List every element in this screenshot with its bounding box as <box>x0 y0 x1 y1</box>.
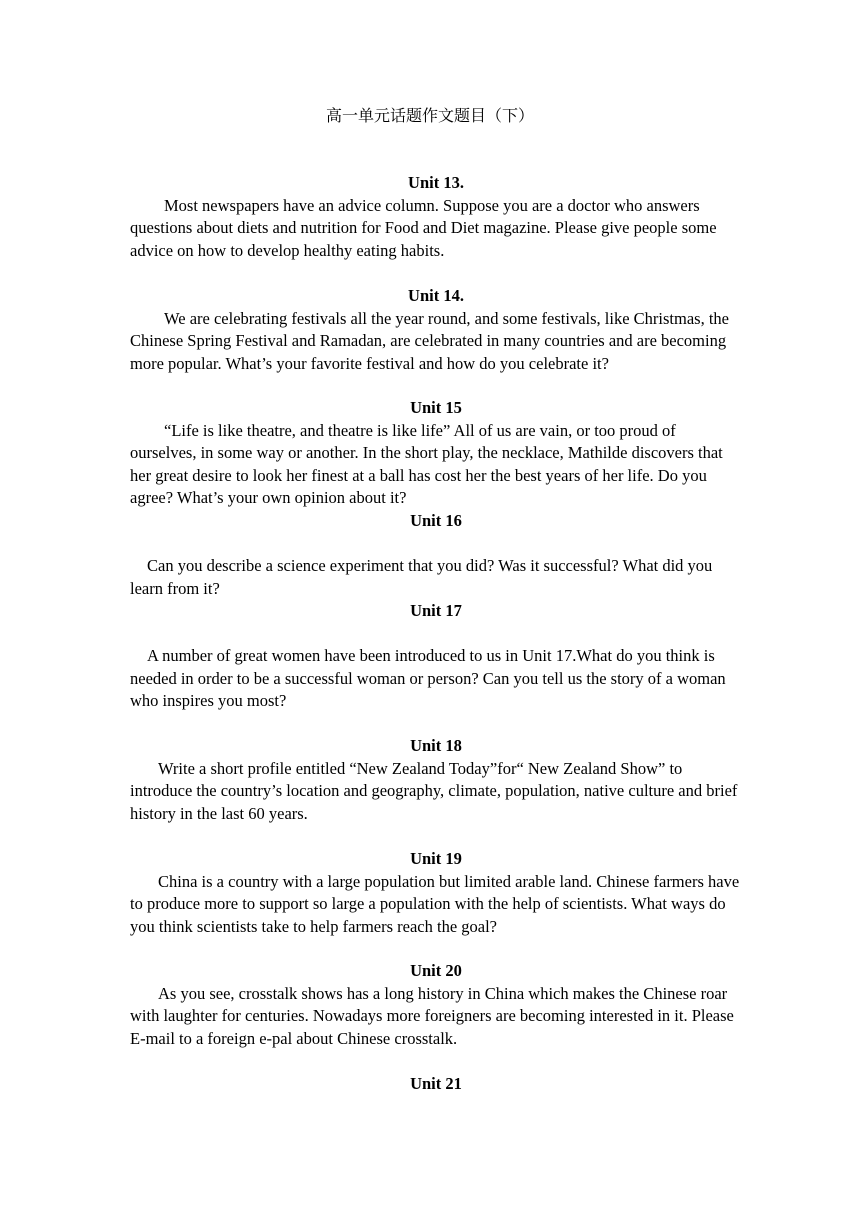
unit-20-prompt: As you see, crosstalk shows has a long history in China which makes the Chinese roar with laughter for centuries. Nowadays more foreigners are becoming interested in it. Please E-mail to a foreign e-pal about Chinese crosstalk. <box>130 983 734 1048</box>
unit-18-heading: Unit 18 <box>410 736 462 755</box>
unit-16-heading: Unit 16 <box>410 511 462 530</box>
unit-15-section <box>130 397 742 510</box>
unit-19-section <box>130 848 742 938</box>
unit-13-heading: Unit 13. <box>408 173 464 192</box>
unit-20-heading: Unit 20 <box>410 961 462 980</box>
unit-17-prompt: A number of great women have been introduced to us in Unit 17.What do you think is needed in order to be a successful woman or person? Can you tell us the story of a woman who inspires you most? <box>130 646 726 710</box>
spacer <box>130 623 742 646</box>
unit-18-section <box>130 735 742 825</box>
unit-13-prompt: Most newspapers have an advice column. Suppose you are a doctor who answers questions about diets and nutrition for Food and Diet magazine. Please give people some advice on how to develop healthy eating habits. <box>130 195 717 260</box>
unit-14-prompt: We are celebrating festivals all the year round, and some festivals, like Christmas, the Chinese Spring Festival and Ramadan, are celebrated in many countries and are becoming more popular. What’s your favorite festival and how do you celebrate it? <box>130 308 729 373</box>
unit-14-heading: Unit 14. <box>408 286 464 305</box>
unit-19-heading: Unit 19 <box>410 849 462 868</box>
unit-16-section <box>130 510 742 600</box>
spacer <box>130 533 742 556</box>
unit-14-section <box>130 285 742 375</box>
unit-15-prompt: “Life is like theatre, and theatre is like life” All of us are vain, or too proud of ourselves, in some way or another. In the short play, the necklace, Mathilde discovers that her great desire to look her finest at a ball has cost her the best years of her life. Do you agree? What’s your own opinion about it? <box>130 420 723 507</box>
unit-21-heading: Unit 21 <box>410 1074 462 1093</box>
unit-13-section <box>130 172 742 262</box>
unit-17-heading: Unit 17 <box>410 601 462 620</box>
unit-21-section <box>130 1073 742 1096</box>
unit-17-section <box>130 600 742 713</box>
unit-15-heading: Unit 15 <box>410 398 462 417</box>
unit-20-section <box>130 960 742 1050</box>
document-title: 高一单元话题作文题目（下） <box>325 106 534 125</box>
unit-16-prompt: Can you describe a science experiment that you did? Was it successful? What did you learn from it? <box>130 556 713 598</box>
unit-19-prompt: China is a country with a large population but limited arable land. Chinese farmers have to produce more to support so large a population with the help of scientists. What ways do you think scientists take to help farmers reach the goal? <box>130 871 740 936</box>
unit-18-prompt: Write a short profile entitled “New Zealand Today”for“ New Zealand Show” to introduce the country’s location and geography, climate, population, native culture and brief history in the last 60 years. <box>130 758 738 823</box>
